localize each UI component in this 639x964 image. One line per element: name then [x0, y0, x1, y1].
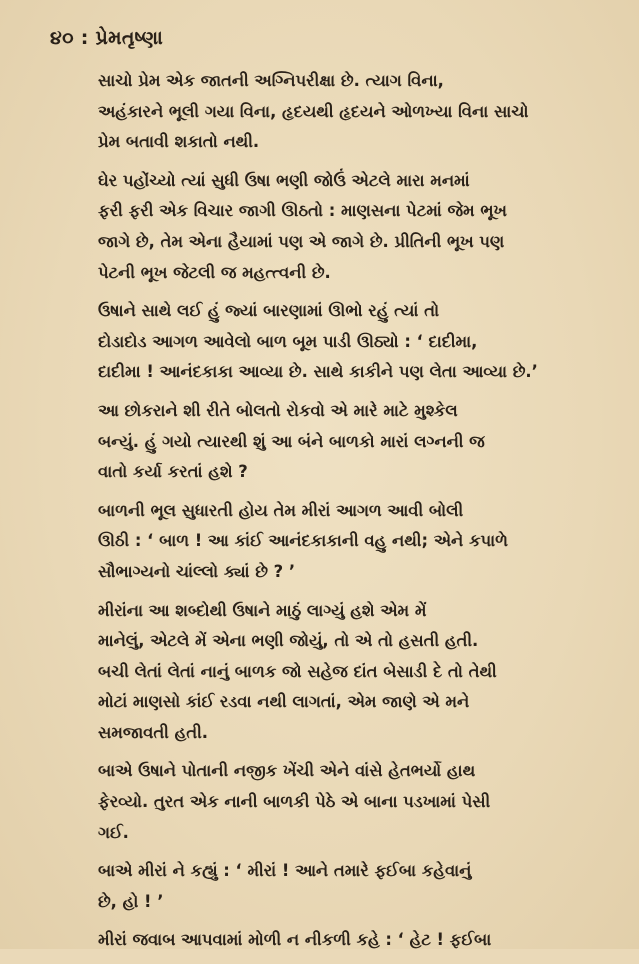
text-line: પ્રેમ બતાવી શકાતો નથી.	[98, 132, 260, 152]
text-line: ઘેર પહોંચ્યો ત્યાં સુધી ઉષા ભણી જોઉં એટલે મારા મનમાં	[98, 170, 470, 190]
text-line: દાદીમા ! આનંદકાકા આવ્યા છે. સાથે કાકીને પણ લેતા આવ્યા છે.’	[98, 362, 538, 382]
text-line: જાગે છે, તેમ એના હૈયામાં પણ એ જાગે છે. પ્રીતિની ભૂખ પણ	[98, 231, 505, 251]
text-line: સમજાવતી હતી.	[98, 722, 209, 742]
paragraph	[50, 166, 606, 288]
text-line: ફરી ફરી એક વિચાર જાગી ઊઠતો : માણસના પેટમાં જેમ ભૂખ	[98, 201, 507, 221]
text-line: બાળની ભૂલ સુધારતી હોય તેમ મીરાં આગળ આવી બોલી	[98, 500, 464, 520]
text-line: બચી લેતાં લેતાં નાનું બાળક જો સહેજ દાંત બેસાડી દે તો તેથી	[98, 661, 497, 681]
paragraph	[50, 856, 606, 917]
text-line: ઉષાને સાથે લઈ હું જ્યાં બારણામાં ઊભો રહું ત્યાં તો	[98, 301, 440, 321]
paragraph	[50, 296, 606, 388]
text-line: છે, હો ! ’	[98, 891, 164, 911]
paragraph	[50, 756, 606, 848]
paragraph	[50, 66, 606, 158]
paragraph	[50, 596, 606, 749]
text-line: મીરાંના આ શબ્દોથી ઉષાને માઠું લાગ્યું હશે એમ મેં	[98, 600, 427, 620]
text-line: બાએ ઉષાને પોતાની નજીક ખેંચી એને વાંસે હેતભર્યો હાથ	[98, 761, 476, 781]
text-line: ઊઠી : ‘ બાળ ! આ કાંઈ આનંદકાકાની વહુ નથી; એને કપાળે	[98, 531, 508, 551]
text-line: આ છોકરાને શી રીતે બોલતો રોકવો એ મારે માટે મુશ્કેલ	[98, 400, 458, 420]
text-line: અહંકારને ભૂલી ગયા વિના, હૃદયથી હૃદયને ઓળખ્યા વિના સાચો	[98, 101, 529, 121]
text-line: બન્યું. હું ગયો ત્યારથી શું આ બંને બાળકો મારાં લગ્નની જ	[98, 431, 485, 451]
text-line: સાચો પ્રેમ એક જાતની અગ્નિપરીક્ષા છે. ત્યાગ વિના,	[98, 71, 444, 90]
body-text	[50, 66, 606, 956]
paragraph	[50, 396, 606, 488]
paragraph	[50, 496, 606, 588]
paragraph	[50, 925, 606, 956]
text-line: પેટની ભૂખ જેટલી જ મહત્ત્વની છે.	[98, 262, 331, 282]
text-line: માનેલું, એટલે મેં એના ભણી જોયું, તો એ તો હસતી હતી.	[98, 631, 479, 651]
chapter-heading: ૪૦ : પ્રેમતૃષ્ણા	[50, 27, 164, 49]
text-line: સૌભાગ્યનો ચાંલ્લો ક્યાં છે ? ’	[98, 561, 296, 581]
text-line: મોટાં માણસો કાંઈ રડવા નથી લાગતાં, એમ જાણે એ મને	[98, 692, 470, 712]
page-content	[50, 24, 606, 964]
text-line: ફેરવ્યો. તુરત એક નાની બાળકી પેઠે એ બાના પડખામાં પેસી	[98, 792, 491, 812]
text-line: બાએ મીરાં ને કહ્યું : ‘ મીરાં ! આને તમારે ફઈબા કહેવાનું	[98, 861, 472, 881]
text-line: ગઈ.	[98, 822, 129, 842]
text-line: દોડાદોડ આગળ આવેલો બાળ બૂમ પાડી ઊઠ્યો : ‘ દાદીમા,	[98, 331, 478, 351]
text-line: મીરાં જવાબ આપવામાં મોળી ન નીકળી કહે : ‘ હેટ ! ફઈબા	[98, 930, 492, 950]
text-line: વાતો કર્યા કરતાં હશે ?	[98, 462, 248, 482]
